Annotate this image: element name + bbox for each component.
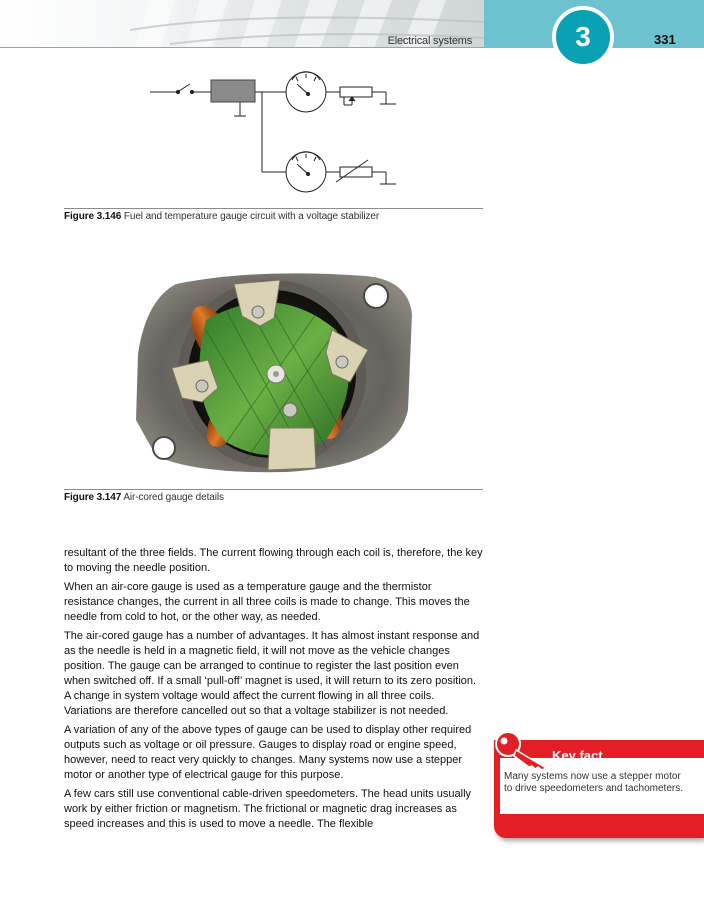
figure-3-147-caption	[64, 492, 224, 503]
paragraph: The air-cored gauge has a number of advantages. It has almost instant response and as the needle is held in a magnetic field, it will not move as the vehicle changes position. The gauge can be arranged to continue to register the last position even when switched off. If a small ‘pull-off’ magnet is used, it will return to its zero position. A change in system voltage would affect the current flowing in all three coils. Variations are therefore cancelled out so that a voltage stabilizer is not needed.	[64, 630, 480, 717]
gauge-circuit-diagram	[140, 60, 440, 195]
figure-caption-text: Fuel and temperature gauge circuit with a voltage stabilizer	[123, 211, 380, 222]
figure-label: Figure 3.146	[64, 211, 122, 222]
section-title: Electrical systems	[387, 35, 472, 47]
header-rule	[0, 47, 484, 48]
paragraph: When an air-core gauge is used as a temperature gauge and the thermistor resistance changes, the current in all three coils is made to change. This moves the needle from cold to hot, or the other way, as needed.	[64, 581, 470, 623]
key-icon	[494, 730, 554, 770]
figure-label: Figure 3.147	[64, 492, 122, 503]
figure-caption-text: Air-cored gauge details	[123, 492, 224, 503]
air-cored-gauge-photo	[136, 270, 414, 474]
key-fact-box	[494, 730, 704, 842]
body-text	[64, 546, 484, 836]
figure-3-146-rule	[64, 208, 483, 209]
paragraph: A variation of any of the above types of gauge can be used to display other required outputs such as voltage or oil pressure. Gauges to display road or engine speed, however, need to react very quickly to changes. Many systems now use a stepper motor or another type of electrical gauge for this purpose.	[64, 724, 472, 781]
chapter-number-badge: 3	[552, 6, 614, 68]
figure-3-147-rule	[64, 489, 483, 490]
paragraph: A few cars still use conventional cable-driven speedometers. The head units usually work by either friction or magnetism. The frictional or magnetic drag increases as speed increases and this is used to move a needle. The flexible	[64, 788, 472, 830]
page-number: 331	[654, 32, 676, 47]
figure-3-146-caption	[64, 211, 379, 222]
paragraph: resultant of the three fields. The current flowing through each coil is, therefore, the key to moving the needle position.	[64, 547, 483, 574]
key-fact-text: Many systems now use a stepper motor to drive speedometers and tachometers.	[504, 771, 683, 794]
key-fact-title: Key fact	[552, 748, 603, 763]
